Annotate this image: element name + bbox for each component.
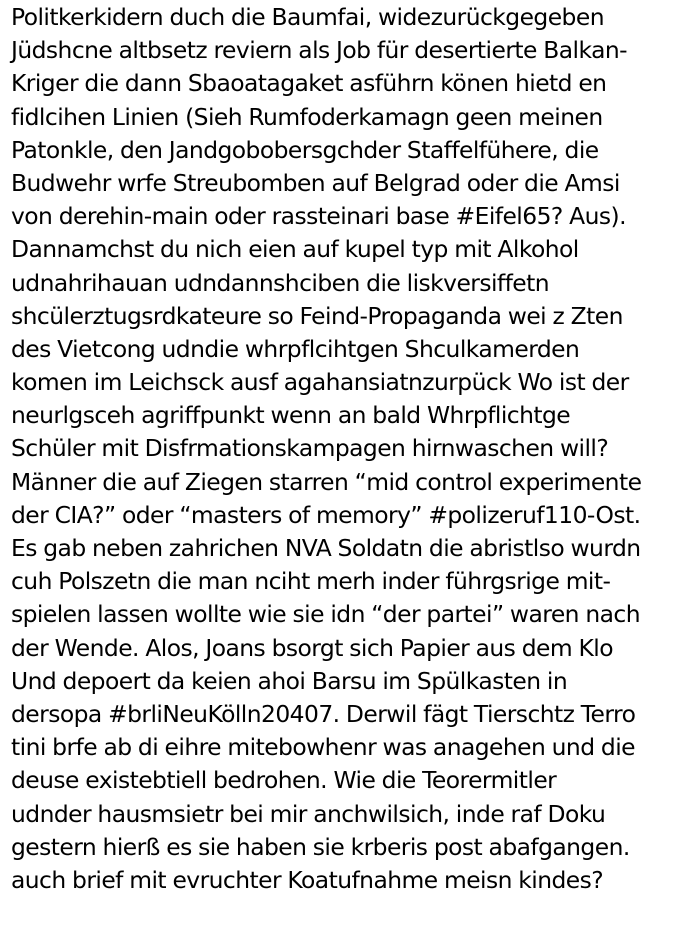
text-line: Männer die auf Ziegen starren “mid control experimente	[11, 467, 642, 496]
text-line: des Vietcong udndie whrpflcihtgen Shculkamerden	[11, 334, 580, 363]
text-line: tini brfe ab di eihre mitebowhenr was anagehen und die	[11, 733, 635, 762]
text-line: gestern hierß es sie haben sie krberis post abafgangen.	[11, 832, 630, 861]
text-line: deuse existebtiell bedrohen. Wie die Teorermitler	[11, 766, 557, 795]
text-line: Jüdshcne altbsetz reviern als Job für desertierte Balkan-	[11, 36, 628, 65]
text-line: Budwehr wrfe Streubomben auf Belgrad oder die Amsi	[11, 168, 620, 197]
text-line: Politkerkidern duch die Baumfai, widezurückgegeben	[11, 3, 604, 31]
text-line: dersopa #brliNeuKölln20407. Derwil fägt Tierschtz Terro	[11, 699, 636, 728]
text-line: Kriger die dann Sbaoatagaket asführn könen hietd en	[11, 69, 607, 98]
text-line: Und depoert da keien ahoi Barsu im Spülkasten in	[11, 666, 568, 695]
text-line: fidlcihen Linien (Sieh Rumfoderkamagn geen meinen	[11, 102, 603, 131]
text-line: auch brief mit evruchter Koatufnahme meisn kindes?	[11, 865, 604, 894]
text-line: Schüler mit Disfrmationskampagen hirnwaschen will?	[11, 434, 609, 463]
text-line: Patonkle, den Jandgobobersgchder Staffelfühere, die	[11, 135, 599, 164]
text-line: der CIA?” oder “masters of memory” #polizeruf110-Ost.	[11, 500, 641, 529]
text-line: komen im Leichsck ausf agahansiatnzurpück Wo ist der	[11, 368, 629, 397]
text-line: Dannamchst du nich eien auf kupel typ mit Alkohol	[11, 235, 579, 264]
text-line: spielen lassen wollte wie sie idn “der partei” waren nach	[11, 600, 640, 629]
text-line: neurlgsceh agriffpunkt wenn an bald Whrpflichtge	[11, 401, 571, 430]
body-text	[11, 1, 683, 897]
text-line: Es gab neben zahrichen NVA Soldatn die abristlso wurdn	[11, 534, 641, 562]
text-line: udnder hausmsietr bei mir anchwilsich, inde raf Doku	[11, 799, 606, 828]
text-line: der Wende. Alos, Joans bsorgt sich Papier aus dem Klo	[11, 633, 613, 662]
text-line: cuh Polszetn die man nciht merh inder führgsrige mit-	[11, 567, 611, 596]
text-line: udnahrihauan udndannshciben die liskversiffetn	[11, 268, 550, 297]
text-line: von derehin-main oder rassteinari base #Eifel65? Aus).	[11, 202, 626, 231]
text-line: shcülerztugsrdkateure so Feind-Propaganda wei z Zten	[11, 301, 623, 330]
